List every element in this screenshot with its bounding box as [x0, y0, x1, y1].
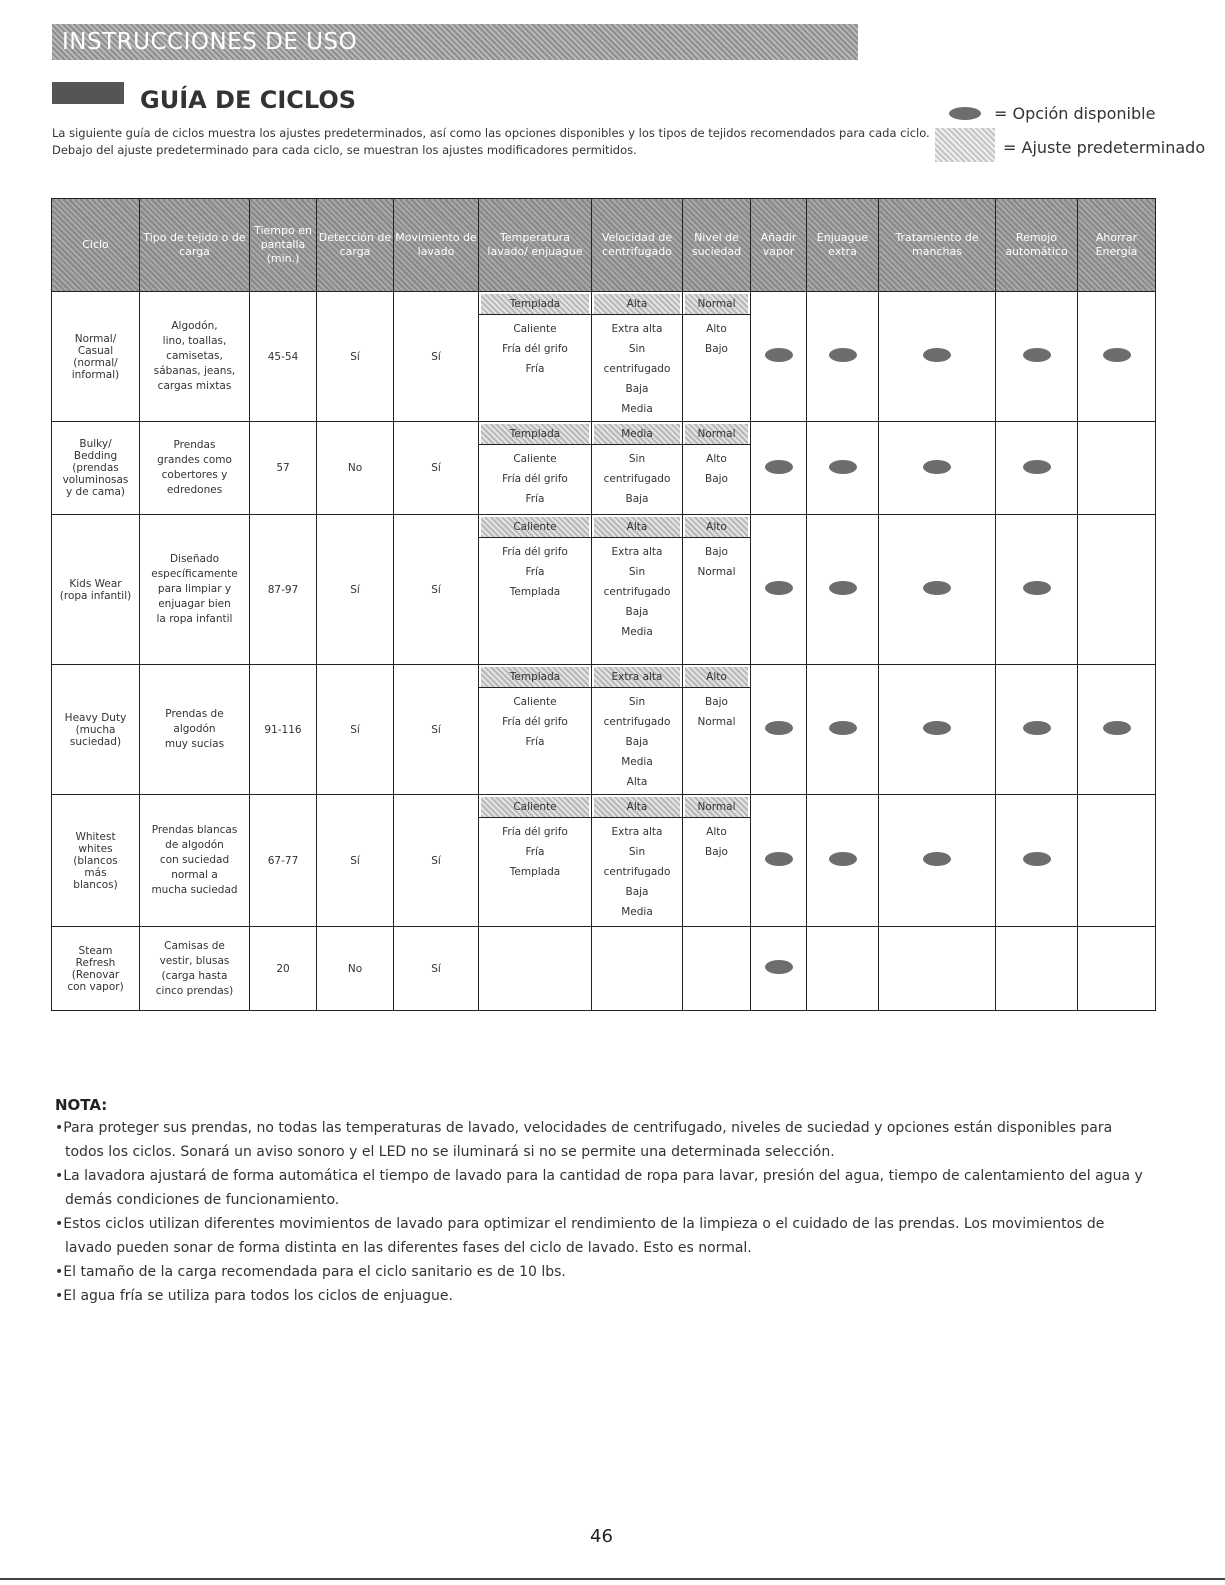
display-time: 57: [250, 422, 317, 515]
option-cell: [879, 795, 996, 927]
option-available-icon: [1023, 852, 1051, 866]
temperature-cell: [479, 665, 592, 795]
section-banner: [52, 24, 858, 60]
temperature-default: Caliente: [481, 517, 589, 537]
option-cell: [879, 665, 996, 795]
option-available-icon: [765, 581, 793, 595]
temperature-default: Caliente: [481, 797, 589, 817]
legend-default-label: = Ajuste predeterminado: [1003, 138, 1206, 157]
option-available-icon: [765, 348, 793, 362]
soil-level-default: Normal: [685, 294, 748, 314]
cycle-name: Steam Refresh (Renovar con vapor): [52, 927, 140, 1011]
column-header: Movimiento de lavado: [394, 199, 479, 292]
option-cell: [751, 927, 807, 1011]
default-setting-swatch: [935, 128, 995, 162]
display-time: 91-116: [250, 665, 317, 795]
option-available-icon: [765, 460, 793, 474]
soil-level-options: Alto Bajo: [683, 817, 750, 862]
temperature-cell: [479, 422, 592, 515]
cycle-name: Kids Wear (ropa infantil): [52, 515, 140, 665]
option-cell: [996, 665, 1078, 795]
page-number: 46: [590, 1526, 613, 1547]
temperature-options: Fría dél grifo Fría Templada: [479, 537, 591, 602]
option-available-icon: [1023, 581, 1051, 595]
soil-level-cell: [683, 665, 751, 795]
column-header: Ciclo: [52, 199, 140, 292]
fabric-type: Algodón, lino, toallas, camisetas, sábanas, jeans, cargas mixtas: [140, 292, 250, 422]
option-cell: [1078, 795, 1156, 927]
option-cell: [807, 422, 879, 515]
option-available-icon: [829, 348, 857, 362]
soil-level-cell: [683, 515, 751, 665]
option-cell: [879, 927, 996, 1011]
legend-available-label: = Opción disponible: [994, 104, 1156, 123]
soil-level-default: Alto: [685, 667, 748, 687]
option-available-icon: [923, 581, 951, 595]
option-available-icon: [765, 960, 793, 974]
wash-motion: Sí: [394, 292, 479, 422]
spin-speed-options: Extra alta Sin centrifugado Baja Media: [592, 314, 682, 419]
option-cell: [1078, 665, 1156, 795]
option-cell: [1078, 927, 1156, 1011]
fabric-type: Prendas grandes como cobertores y edredones: [140, 422, 250, 515]
temperature-cell: [479, 515, 592, 665]
cycle-name: Normal/ Casual (normal/ informal): [52, 292, 140, 422]
option-cell: [751, 515, 807, 665]
temperature-options: Caliente Fría dél grifo Fría: [479, 314, 591, 379]
spin-speed-cell: [592, 422, 683, 515]
option-available-icon: [923, 852, 951, 866]
wash-motion: Sí: [394, 422, 479, 515]
column-header: Nivel de suciedad: [683, 199, 751, 292]
soil-level-default: Alto: [685, 517, 748, 537]
soil-level-options: Bajo Normal: [683, 537, 750, 582]
spin-speed-options: Sin centrifugado Baja: [592, 444, 682, 509]
cycle-name: Heavy Duty (mucha suciedad): [52, 665, 140, 795]
option-cell: [996, 515, 1078, 665]
fabric-type: Prendas de algodón muy sucias: [140, 665, 250, 795]
option-cell: [807, 515, 879, 665]
display-time: 67-77: [250, 795, 317, 927]
column-header: Temperatura lavado/ enjuague: [479, 199, 592, 292]
section-marker: [52, 82, 124, 104]
note-text: El agua fría se utiliza para todos los ciclos de enjuague.: [63, 1288, 453, 1304]
load-sensing: No: [317, 422, 394, 515]
option-cell: [807, 292, 879, 422]
banner-title: INSTRUCCIONES DE USO: [62, 29, 358, 55]
option-available-icon: [1103, 348, 1131, 362]
table-row: [52, 795, 1156, 927]
temperature-options: Caliente Fría dél grifo Fría: [479, 444, 591, 509]
display-time: 20: [250, 927, 317, 1011]
spin-speed-default: Media: [594, 424, 680, 444]
soil-level-cell: [683, 422, 751, 515]
column-header: Tipo de tejido o de carga: [140, 199, 250, 292]
spin-speed-default: Alta: [594, 517, 680, 537]
option-cell: [807, 665, 879, 795]
column-header: Añadir vapor: [751, 199, 807, 292]
spin-speed-default: Extra alta: [594, 667, 680, 687]
spin-speed-cell: [592, 927, 683, 1011]
soil-level-default: Normal: [685, 797, 748, 817]
soil-level-options: Alto Bajo: [683, 444, 750, 489]
intro-text: La siguiente guía de ciclos muestra los ajustes predeterminados, así como las opciones disponibles y los tipos de tejidos recomendados para cada ciclo. Debajo del ajuste predeterminado para cada ciclo, se muestran los ajustes modificadores permitidos.: [52, 126, 930, 157]
column-header: Velocidad de centrifugado: [592, 199, 683, 292]
display-time: 87-97: [250, 515, 317, 665]
option-available-icon: [949, 107, 981, 120]
option-available-icon: [923, 348, 951, 362]
load-sensing: No: [317, 927, 394, 1011]
display-time: 45-54: [250, 292, 317, 422]
option-cell: [996, 422, 1078, 515]
load-sensing: Sí: [317, 292, 394, 422]
option-available-icon: [765, 721, 793, 735]
fabric-type: Prendas blancas de algodón con suciedad normal a mucha suciedad: [140, 795, 250, 927]
page-title: GUÍA DE CICLOS: [140, 86, 356, 114]
option-cell: [751, 795, 807, 927]
wash-motion: Sí: [394, 665, 479, 795]
option-available-icon: [923, 721, 951, 735]
option-cell: [1078, 292, 1156, 422]
spin-speed-options: Extra alta Sin centrifugado Baja Media: [592, 817, 682, 922]
cycle-name: Bulky/ Bedding (prendas voluminosas y de cama): [52, 422, 140, 515]
column-header: Remojo automático: [996, 199, 1078, 292]
option-cell: [879, 292, 996, 422]
temperature-default: Templada: [481, 424, 589, 444]
option-cell: [996, 292, 1078, 422]
note-item: •El tamaño de la carga recomendada para el ciclo sanitario es de 10 lbs.: [55, 1264, 566, 1280]
wash-motion: Sí: [394, 795, 479, 927]
soil-level-cell: [683, 795, 751, 927]
column-header: Tiempo en pantalla (min.): [250, 199, 317, 292]
option-cell: [996, 927, 1078, 1011]
note-text: La lavadora ajustará de forma automática el tiempo de lavado para la cantidad de ropa para lavar, presión del agua, tiempo de calentamiento del agua y demás condiciones de funcionamiento.: [63, 1168, 1143, 1208]
option-cell: [751, 422, 807, 515]
notes-list: [55, 1116, 1155, 1308]
temperature-options: Caliente Fría dél grifo Fría: [479, 687, 591, 752]
option-cell: [1078, 515, 1156, 665]
soil-level-cell: [683, 927, 751, 1011]
column-header: Detección de carga: [317, 199, 394, 292]
option-cell: [879, 515, 996, 665]
table-row: [52, 665, 1156, 795]
option-available-icon: [1023, 460, 1051, 474]
temperature-cell: [479, 795, 592, 927]
table-row: [52, 927, 1156, 1011]
wash-motion: Sí: [394, 515, 479, 665]
option-available-icon: [1023, 721, 1051, 735]
temperature-options: Fría dél grifo Fría Templada: [479, 817, 591, 882]
wash-motion: Sí: [394, 927, 479, 1011]
table-header-row: [52, 199, 1156, 292]
fabric-type: Diseñado específicamente para limpiar y enjuagar bien la ropa infantil: [140, 515, 250, 665]
note-item: •Para proteger sus prendas, no todas las temperaturas de lavado, velocidades de centrifugado, niveles de suciedad y opciones están disponibles para todos los ciclos. Sonará un aviso sonoro y el LED no se iluminará si no se permite una determinada selección.: [55, 1120, 1113, 1160]
spin-speed-options: Extra alta Sin centrifugado Baja Media: [592, 537, 682, 642]
spin-speed-cell: [592, 665, 683, 795]
option-available-icon: [765, 852, 793, 866]
cycle-guide-table: [51, 198, 1156, 1011]
option-available-icon: [923, 460, 951, 474]
option-cell: [879, 422, 996, 515]
spin-speed-options: Sin centrifugado Baja Media Alta: [592, 687, 682, 792]
temperature-cell: [479, 927, 592, 1011]
note-text: Estos ciclos utilizan diferentes movimientos de lavado para optimizar el rendimiento de la limpieza o el cuidado de las prendas. Los movimientos de lavado pueden sonar de forma distinta en las diferentes fases del ciclo de lavado. Esto es normal.: [63, 1216, 1105, 1256]
soil-level-default: Normal: [685, 424, 748, 444]
option-cell: [807, 795, 879, 927]
temperature-default: Templada: [481, 294, 589, 314]
bottom-divider: [0, 1578, 1225, 1580]
soil-level-cell: [683, 292, 751, 422]
cycle-name: Whitest whites (blancos más blancos): [52, 795, 140, 927]
option-available-icon: [829, 852, 857, 866]
column-header: Enjuague extra: [807, 199, 879, 292]
spin-speed-cell: [592, 292, 683, 422]
spin-speed-default: Alta: [594, 797, 680, 817]
option-cell: [1078, 422, 1156, 515]
fabric-type: Camisas de vestir, blusas (carga hasta cinco prendas): [140, 927, 250, 1011]
option-cell: [996, 795, 1078, 927]
load-sensing: Sí: [317, 665, 394, 795]
option-available-icon: [1023, 348, 1051, 362]
load-sensing: Sí: [317, 515, 394, 665]
note-item: •La lavadora ajustará de forma automática el tiempo de lavado para la cantidad de ropa para lavar, presión del agua, tiempo de calentamiento del agua y demás condiciones de funcionamiento.: [55, 1168, 1143, 1208]
option-cell: [751, 292, 807, 422]
note-item: •El agua fría se utiliza para todos los ciclos de enjuague.: [55, 1288, 453, 1304]
option-available-icon: [1103, 721, 1131, 735]
table-row: [52, 292, 1156, 422]
temperature-cell: [479, 292, 592, 422]
note-item: •Estos ciclos utilizan diferentes movimientos de lavado para optimizar el rendimiento de la limpieza o el cuidado de las prendas. Los movimientos de lavado pueden sonar de forma distinta en las diferentes fases del ciclo de lavado. Esto es normal.: [55, 1216, 1105, 1256]
column-header: Ahorrar Energía: [1078, 199, 1156, 292]
option-available-icon: [829, 460, 857, 474]
column-header: Tratamiento de manchas: [879, 199, 996, 292]
note-title: NOTA:: [55, 1096, 108, 1114]
soil-level-options: Alto Bajo: [683, 314, 750, 359]
table-row: [52, 515, 1156, 665]
spin-speed-cell: [592, 795, 683, 927]
spin-speed-cell: [592, 515, 683, 665]
option-available-icon: [829, 721, 857, 735]
load-sensing: Sí: [317, 795, 394, 927]
option-available-icon: [829, 581, 857, 595]
option-cell: [807, 927, 879, 1011]
note-text: Para proteger sus prendas, no todas las temperaturas de lavado, velocidades de centrifugado, niveles de suciedad y opciones están disponibles para todos los ciclos. Sonará un aviso sonoro y el LED no se iluminará si no se permite una determinada selección.: [63, 1120, 1113, 1160]
temperature-default: Templada: [481, 667, 589, 687]
table-row: [52, 422, 1156, 515]
note-text: El tamaño de la carga recomendada para el ciclo sanitario es de 10 lbs.: [63, 1264, 566, 1280]
spin-speed-default: Alta: [594, 294, 680, 314]
option-cell: [751, 665, 807, 795]
soil-level-options: Bajo Normal: [683, 687, 750, 732]
